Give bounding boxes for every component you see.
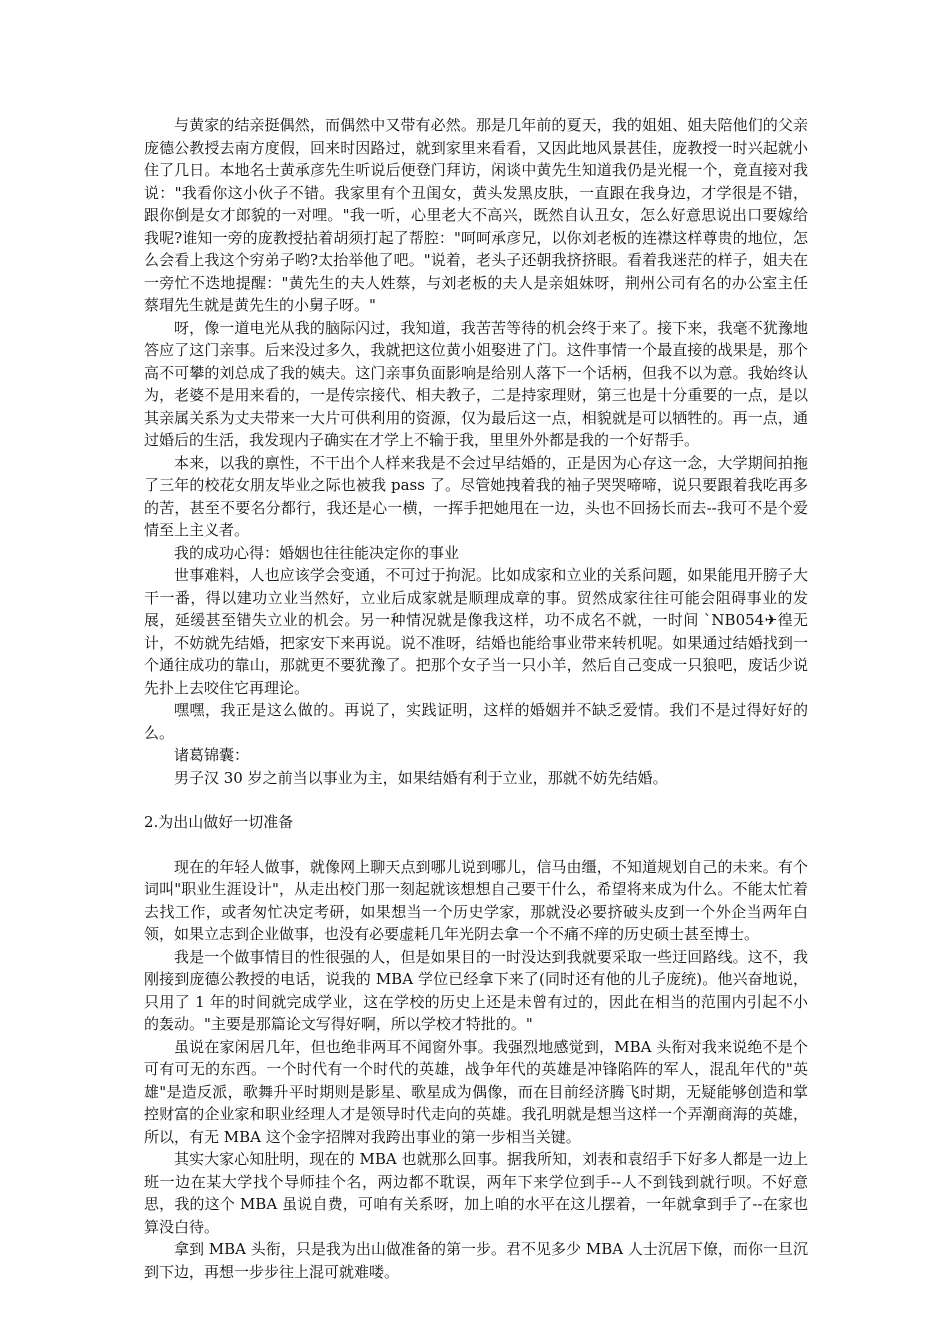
tips-label: 诸葛锦囊： xyxy=(174,746,250,764)
paragraph: 我是一个做事情目的性很强的人，但是如果目的一时没达到我就要采取一些迂回路线。这不，我刚接到庞德公教授的电话，说我的 MBA 学位已经拿下来了(同时还有他的儿子庞统)。他兴奋地说，只用了 1 年的时间就完成学业，这在学校的历史上还是未曾有过的，因此在相当的范围内引起不小的轰动。"主要是那篇论文写得好啊，所以学校才特批的。" xyxy=(144,947,808,1033)
paragraph: 本来，以我的禀性，不干出个人样来我是不会过早结婚的，正是因为心存这一念，大学期间拍拖了三年的校花女朋友毕业之际也被我 pass 了。尽管她拽着我的袖子哭哭啼啼，说只要跟着我吃再多的苦，甚至不要名分都行，我还是心一横，一挥手把她甩在一边，头也不回扬长而去--我可不是个爱情至上主义者。 xyxy=(144,453,808,539)
paragraph: 拿到 MBA 头衔，只是我为出山做准备的第一步。君不见多少 MBA 人士沉居下僚，而你一旦沉到下边，再想一步步往上混可就难喽。 xyxy=(144,1240,808,1281)
paragraph: 嘿嘿，我正是这么做的。再说了，实践证明，这样的婚姻并不缺乏爱情。我们不是过得好好的么。 xyxy=(144,701,808,742)
subheading-paragraph: 我的成功心得：婚姻也往往能决定你的事业 xyxy=(174,543,460,562)
document-page xyxy=(144,114,808,1283)
paragraph: 其实大家心知肚明，现在的 MBA 也就那么回事。据我所知，刘表和袁绍手下好多人都是一边上班一边在某大学找个导师挂个名，两边都不耽误，两年下来学位到手--人不到钱到就行呗。不好意思，我的这个 MBA 虽说自费，可咱有关系呀，加上咱的水平在这儿摆着，一年就拿到手了--在家也算没白待。 xyxy=(144,1150,808,1236)
paragraph: 世事难料，人也应该学会变通，不可过于拘泥。比如成家和立业的关系问题，如果能甩开膀子大干一番，得以建功立业当然好，立业后成家就是顺理成章的事。贸然成家往往可能会阻碍事业的发展，延缓甚至错失立业的机会。另一种情况就是像我这样，功不成名不就，一时间 `NB054✈徨无计，不妨就先结婚，把家安下来再说。说不准呀，结婚也能给事业带来转机呢。如果通过结婚找到一个通往成功的靠山，那就更不要犹豫了。把那个女子当一只小羊，然后自己变成一只狼吧，废话少说先扑上去咬住它再理论。 xyxy=(144,566,808,697)
paragraph: 现在的年轻人做事，就像网上聊天点到哪儿说到哪儿，信马由缰，不知道规划自己的未来。有个词叫"职业生涯设计"，从走出校门那一刻起就该想想自己要干什么，希望将来成为什么。不能太忙着去找工作，或者匆忙决定考研，如果想当一个历史学家，那就没必要挤破头皮到一个外企当两年白领，如果立志到企业做事，也没有必要虚耗几年光阴去拿一个不痛不痒的历史硕士甚至博士。 xyxy=(144,857,808,943)
tips-text: 男子汉 30 岁之前当以事业为主，如果结婚有利于立业，那就不妨先结婚。 xyxy=(174,768,668,787)
paragraph: 呀，像一道电光从我的脑际闪过，我知道，我苦苦等待的机会终于来了。接下来，我毫不犹豫地答应了这门亲事。后来没过多久，我就把这位黄小姐娶进了门。这件事情一个最直接的战果是，那个高不可攀的刘总成了我的姨夫。这门亲事负面影响是给别人落下一个话柄，但我不以为意。我始终认为，老婆不是用来看的，一是传宗接代、相夫教子，二是持家理财，第三也是十分重要的一点，是以其亲属关系为丈夫带来一大片可供利用的资源，仅为最后这一点，相貌就是可以牺牲的。再一点，通过婚后的生活，我发现内子确实在才学上不输于我，里里外外都是我的一个好帮手。 xyxy=(144,318,808,449)
section-heading: 2.为出山做好一切准备 xyxy=(144,813,294,831)
paragraph: 虽说在家闲居几年，但也绝非两耳不闻窗外事。我强烈地感觉到，MBA 头衔对我来说绝不是个可有可无的东西。一个时代有一个时代的英雄，战争年代的英雄是冲锋陷阵的军人，混乱年代的"英雄"是造反派，歌舞升平时期则是影星、歌星成为偶像，而在目前经济腾飞时期，无疑能够创造和掌控财富的企业家和职业经理人才是领导时代走向的英雄。我孔明就是想当这样一个弄潮商海的英雄，所以，有无 MBA 这个金字招牌对我跨出事业的第一步相当关键。 xyxy=(144,1037,808,1146)
paragraph: 与黄家的结亲挺偶然，而偶然中又带有必然。那是几年前的夏天，我的姐姐、姐夫陪他们的父亲庞德公教授去南方度假，回来时因路过，就到家里来看看，又因此地风景甚佳，庞教授一时兴起就小住了几日。本地名士黄承彦先生听说后便登门拜访，闲谈中黄先生知道我仍是光棍一个，竟直接对我说："我看你这小伙子不错。我家里有个丑闺女，黄头发黑皮肤，一直跟在我身边，才学很是不错，跟你倒是女才郎貌的一对哩。"我一听，心里老大不高兴，既然自认丑女，怎么好意思说出口要嫁给我呢?谁知一旁的庞教授拈着胡须打起了帮腔："呵呵承彦兄，以你刘老板的连襟这样尊贵的地位，怎么会看上我这个穷弟子哟?太抬举他了吧。"说着，老头子还朝我挤挤眼。看着我迷茫的样子，姐夫在一旁忙不迭地提醒："黄先生的夫人姓蔡，与刘老板的夫人是亲姐妹呀，荆州公司有名的办公室主任蔡瑁先生就是黄先生的小舅子呀。" xyxy=(144,116,808,314)
